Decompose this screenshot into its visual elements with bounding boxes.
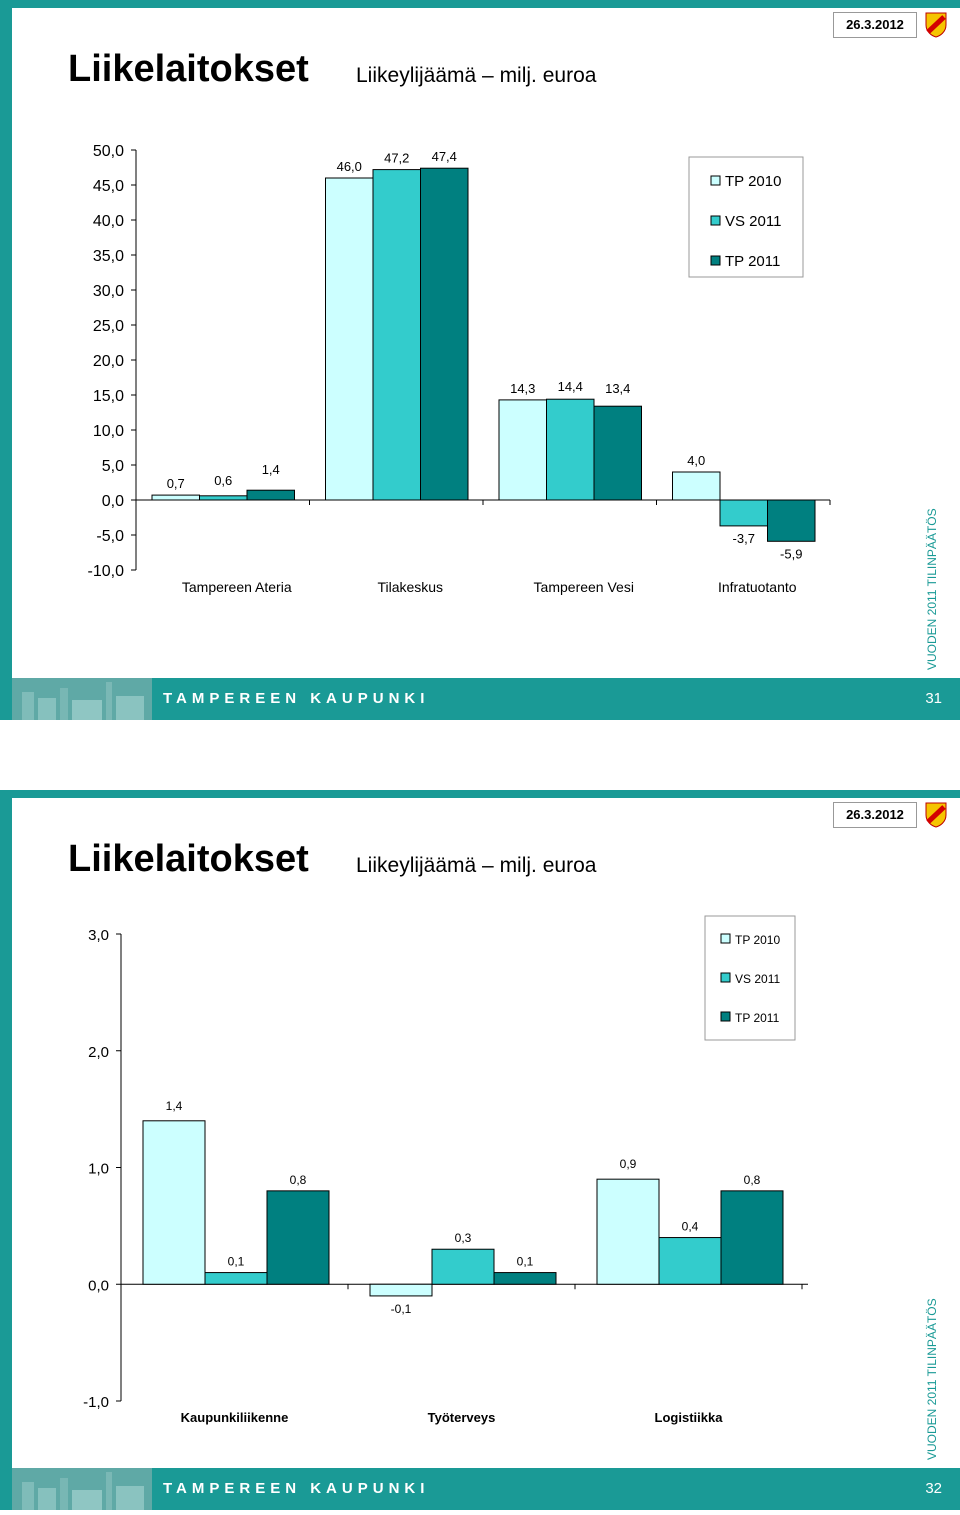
- data-label: 14,3: [510, 380, 536, 396]
- y-tick-label: 25,0: [92, 318, 124, 335]
- side-caption: VUODEN 2011 TILINPÄÄTÖS: [925, 1298, 939, 1460]
- bar-tp-2010: [152, 495, 200, 500]
- data-label: -3,7: [732, 530, 755, 546]
- bar-tp-2010: [370, 1284, 432, 1296]
- legend-label: VS 2011: [725, 213, 782, 230]
- bar-chart-2: [0, 790, 960, 1470]
- footer-bar: [0, 678, 960, 720]
- legend-label: TP 2010: [735, 933, 781, 947]
- footer-bar: [0, 1468, 960, 1510]
- city-skyline-image: [12, 1468, 152, 1510]
- category-label: Logistiikka: [654, 1410, 723, 1425]
- category-label: Työterveys: [427, 1410, 496, 1425]
- data-label: 4,0: [687, 453, 706, 468]
- bar-tp-2011: [594, 406, 642, 500]
- slide-31: [0, 0, 960, 720]
- y-tick-label: 2,0: [88, 1043, 109, 1061]
- bar-vs-2011: [432, 1249, 494, 1284]
- legend-label: VS 2011: [735, 972, 781, 986]
- data-label: 0,1: [227, 1254, 245, 1269]
- data-label: 0,6: [214, 472, 233, 488]
- page-number: 31: [925, 690, 942, 707]
- legend-swatch: [711, 176, 720, 185]
- data-label: -0,1: [390, 1301, 412, 1316]
- footer-city-name: TAMPEREEN KAUPUNKI: [163, 1480, 430, 1497]
- data-label: 47,2: [384, 150, 410, 166]
- y-tick-label: 0,0: [101, 493, 124, 510]
- page-title: Liikelaitokset: [68, 838, 309, 880]
- side-caption: VUODEN 2011 TILINPÄÄTÖS: [925, 508, 939, 670]
- data-label: 0,8: [743, 1172, 761, 1187]
- bar-tp-2010: [499, 400, 547, 500]
- bar-vs-2011: [720, 500, 768, 526]
- y-tick-label: 5,0: [101, 458, 124, 475]
- legend-swatch: [721, 1012, 730, 1021]
- y-tick-label: 0,0: [88, 1277, 109, 1295]
- bar-tp-2010: [597, 1179, 659, 1284]
- legend-swatch: [711, 216, 720, 225]
- y-tick-label: 45,0: [92, 178, 124, 195]
- data-label: 0,8: [289, 1172, 307, 1187]
- bar-tp-2011: [721, 1191, 783, 1284]
- data-label: 0,9: [619, 1157, 637, 1172]
- data-label: 0,1: [516, 1254, 534, 1269]
- category-label: Kaupunkiliikenne: [180, 1410, 289, 1425]
- bar-vs-2011: [373, 170, 421, 500]
- page-title: Liikelaitokset: [68, 48, 309, 90]
- data-label: 0,3: [454, 1231, 472, 1246]
- y-tick-label: 30,0: [92, 283, 124, 300]
- bar-tp-2011: [768, 500, 816, 541]
- legend-label: TP 2011: [725, 253, 781, 270]
- legend-swatch: [721, 934, 730, 943]
- bar-tp-2010: [326, 178, 374, 500]
- category-label: Infratuotanto: [717, 579, 797, 595]
- slide-date: 26.3.2012: [833, 12, 917, 38]
- category-label: Tampereen Vesi: [533, 579, 634, 595]
- data-label: 47,4: [431, 149, 457, 165]
- bar-tp-2010: [673, 472, 721, 500]
- page-subtitle: Liikeylijäämä – milj. euroa: [356, 854, 597, 877]
- data-label: -5,9: [780, 546, 803, 562]
- y-tick-label: 35,0: [92, 248, 124, 265]
- data-label: 0,7: [166, 476, 185, 492]
- bar-vs-2011: [547, 399, 595, 500]
- y-tick-label: 1,0: [88, 1160, 109, 1178]
- y-tick-label: -10,0: [87, 563, 124, 580]
- category-label: Tampereen Ateria: [181, 579, 292, 595]
- legend-swatch: [711, 256, 720, 265]
- bar-tp-2010: [143, 1121, 205, 1284]
- legend-label: TP 2011: [735, 1011, 780, 1025]
- y-tick-label: -1,0: [83, 1394, 109, 1411]
- footer-city-name: TAMPEREEN KAUPUNKI: [163, 690, 430, 707]
- bar-vs-2011: [659, 1238, 721, 1285]
- bar-tp-2011: [247, 490, 295, 500]
- legend-label: TP 2010: [725, 173, 782, 190]
- legend-swatch: [721, 973, 730, 982]
- data-label: 0,4: [681, 1219, 699, 1234]
- city-skyline-image: [12, 678, 152, 720]
- bar-tp-2011: [494, 1273, 556, 1285]
- y-tick-label: 50,0: [92, 143, 124, 160]
- data-label: 14,4: [557, 379, 583, 395]
- y-tick-label: 40,0: [92, 213, 124, 230]
- slide-32: [0, 790, 960, 1510]
- y-tick-label: 20,0: [92, 353, 124, 370]
- data-label: 13,4: [605, 381, 631, 397]
- category-label: Tilakeskus: [377, 579, 444, 595]
- y-tick-label: 10,0: [92, 423, 124, 440]
- y-tick-label: 15,0: [92, 388, 124, 405]
- bar-tp-2011: [267, 1191, 329, 1284]
- y-tick-label: 3,0: [88, 927, 109, 944]
- page-subtitle: Liikeylijäämä – milj. euroa: [356, 64, 597, 87]
- page-number: 32: [925, 1480, 942, 1497]
- data-label: 1,4: [165, 1098, 183, 1113]
- slide-date: 26.3.2012: [833, 802, 917, 828]
- bar-tp-2011: [421, 168, 469, 500]
- data-label: 1,4: [261, 462, 280, 478]
- y-tick-label: -5,0: [96, 528, 124, 545]
- bar-chart-1: [0, 0, 960, 680]
- data-label: 46,0: [336, 159, 362, 174]
- bar-vs-2011: [200, 496, 248, 500]
- bar-vs-2011: [205, 1273, 267, 1285]
